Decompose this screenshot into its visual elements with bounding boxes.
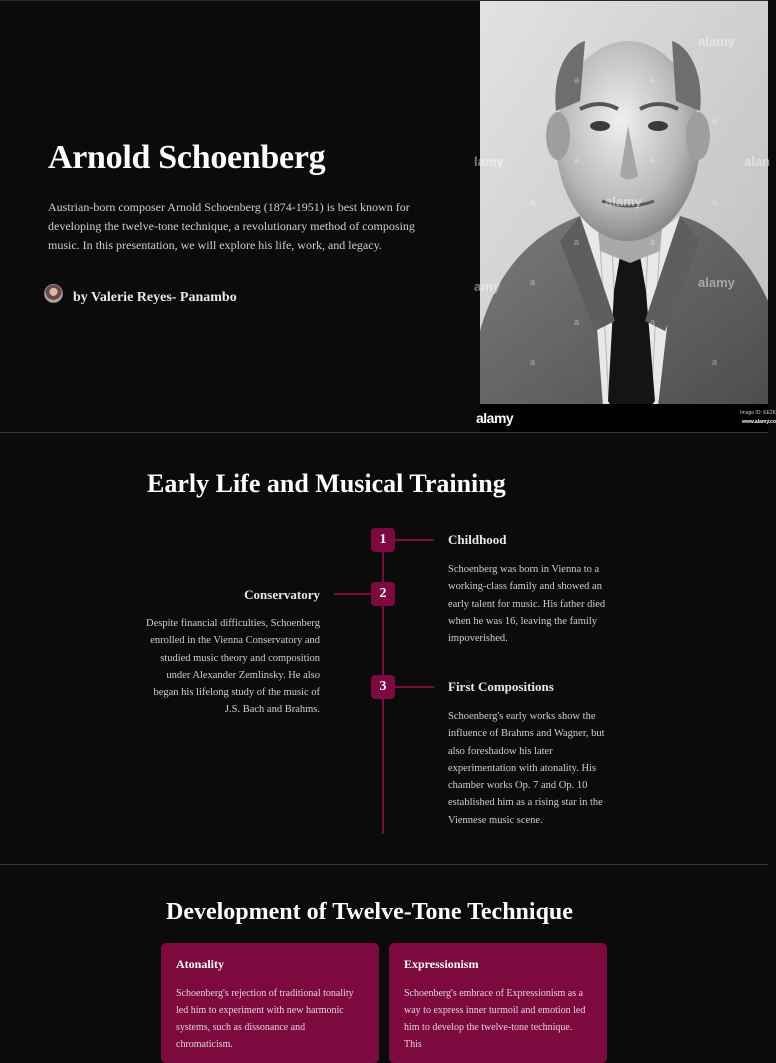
card-text: Schoenberg's embrace of Expressionism as a way to express inner turmoil and emotion led him to develop the twelve-tone technique. This [404,988,586,1050]
card-title: Atonality [176,957,224,971]
author-name: by Valerie Reyes- Panambo [73,290,237,305]
timeline-text-childhood: Schoenberg was born in Vienna to a working-class family and showed an early talent for music. His father died when he was 16, leaving the family impoverished. [448,564,606,645]
svg-text:a: a [650,237,656,247]
svg-text:lamy: lamy [474,154,504,169]
svg-text:a: a [650,317,656,327]
timeline-marker-2: 2 [371,582,395,606]
composer-portrait [474,1,776,433]
portrait-illustration [474,1,771,433]
svg-text:a: a [574,317,580,327]
portrait-credit-bar [476,404,776,433]
intro-paragraph: Austrian-born composer Arnold Schoenberg (1874-1951) is best known for developing the twelve-tone technique, a revolutionary method of composing music. In this presentation, we will explore his life, work, and legacy. [48,200,415,252]
svg-text:a: a [574,75,580,85]
image-url: www.alamy.co [742,419,776,425]
timeline-title-childhood: Childhood [448,532,507,547]
slide-heading: Development of Twelve-Tone Technique [166,899,573,925]
svg-text:a: a [574,237,580,247]
svg-text:a: a [712,115,718,125]
svg-text:a: a [530,357,536,367]
slide-heading: Early Life and Musical Training [147,469,506,498]
timeline-text-conservatory: Despite financial difficulties, Schoenberg enrolled in the Vienna Conservatory and studied music theory and composition under Alexander Zemlinsky. He also began his lifelong study of the music of J.S. Bach and Brahms. [146,618,320,716]
timeline-title-conservatory: Conservatory [244,587,320,602]
image-id: Image ID: KE2K [740,410,776,416]
title-slide [0,0,776,432]
svg-text:a: a [574,155,580,165]
timeline-connector [394,686,434,688]
svg-text:alamy: alamy [698,275,735,290]
alamy-logo: alamy [476,410,514,426]
svg-text:alamy: alamy [605,194,642,209]
timeline-text-first-compositions: Schoenberg's early works show the influence of Brahms and Wagner, but also foreshadow his later experimentation with atonality. His chamber works Op. 7 and Op. 10 established him as a rising star in the Viennese music scene. [448,711,605,826]
card-atonality [161,943,379,1063]
timeline-connector [334,593,374,595]
svg-text:alan: alan [744,154,771,169]
svg-text:alamy: alamy [698,34,735,49]
timeline-title-first-compositions: First Compositions [448,679,554,694]
svg-text:a: a [712,357,718,367]
svg-text:a: a [650,155,656,165]
author-avatar [44,284,63,303]
svg-text:amy: amy [474,279,501,294]
author-row [44,281,237,306]
svg-text:a: a [712,197,718,207]
card-title: Expressionism [404,957,479,971]
card-text: Schoenberg's rejection of traditional tonality led him to experiment with new harmonic systems, such as dissonance and chromaticism. [176,988,354,1050]
timeline-marker-1: 1 [371,528,395,552]
svg-text:a: a [650,75,656,85]
card-expressionism [389,943,607,1063]
timeline-connector [394,539,434,541]
timeline-marker-3: 3 [371,675,395,699]
svg-text:a: a [530,197,536,207]
svg-text:a: a [530,277,536,287]
early-life-slide [0,432,768,864]
twelve-tone-slide [0,864,768,1050]
presentation-title: Arnold Schoenberg [48,139,326,176]
